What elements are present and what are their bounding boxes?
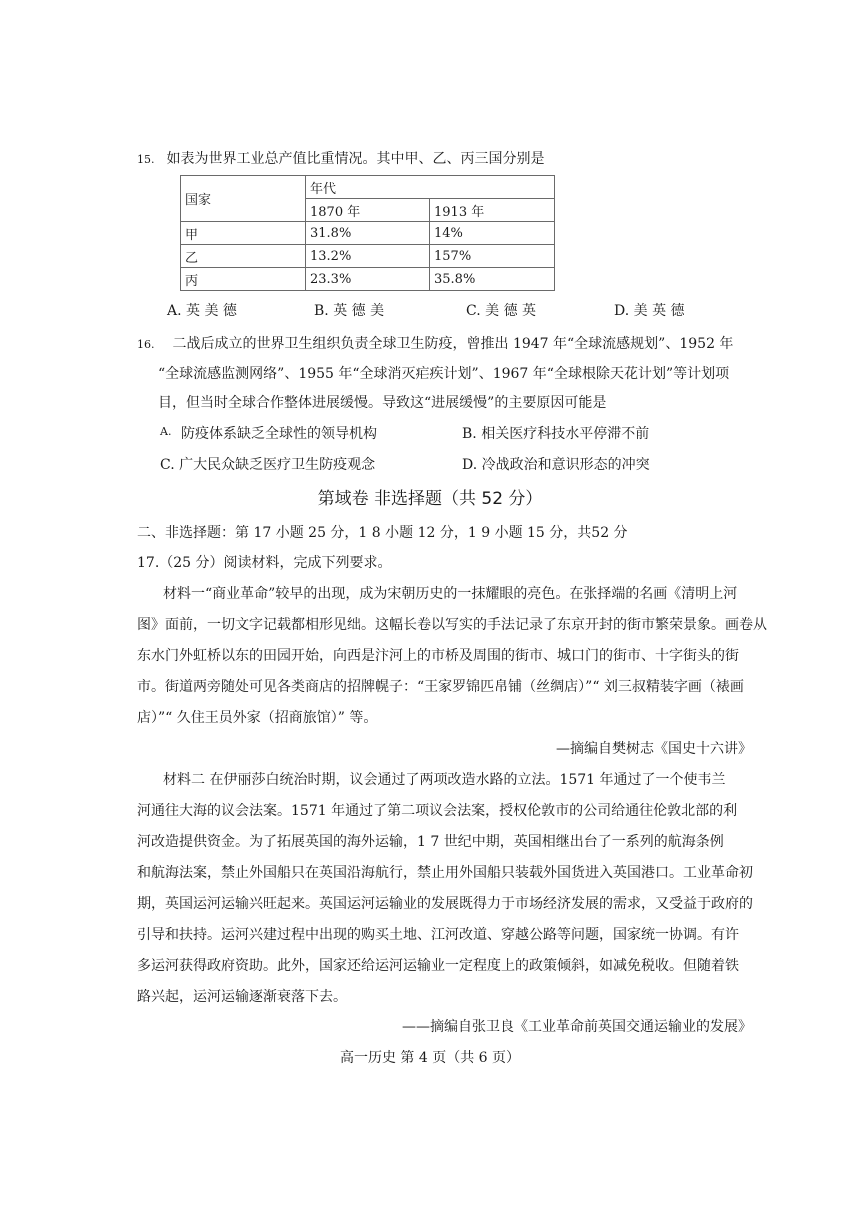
material-2-line: 期，英国运河运输兴旺起来。英国运河运输业的发展既得力于市场经济发展的需求，又受益于政府的 <box>137 896 753 912</box>
header-year: 年代 <box>306 176 555 199</box>
option-d[interactable]: D. 美 英 德 <box>614 303 685 319</box>
material-1-line: 图》面前，一切文字记载都相形见绌。这幅长卷以写实的手法记录了东京开封的街市繁荣景象。画卷从 <box>137 617 767 633</box>
header-1870: 1870 年 <box>306 199 430 222</box>
question-16-line-1: 16. 二战后成立的世界卫生组织负责全球卫生防疫，曾推出 1947 年“全球流感规划”、1952 年 <box>137 336 734 352</box>
material-2-line: 材料二 在伊丽莎白统治时期，议会通过了两项改造水路的立法。1571 年通过了一个使韦兰 <box>163 772 726 788</box>
material-2-line: 引导和扶持。运河兴建过程中出现的购买土地、江河改道、穿越公路等问题，国家统一协调。有许 <box>137 927 739 943</box>
material-1-line: 材料一“商业革命”较早的出现，成为宋朝历史的一抹耀眼的亮色。在张择端的名画《清明上河 <box>163 586 738 602</box>
section-title: 第域卷 非选择题（共 52 分） <box>317 489 543 509</box>
source-2: ——摘编自张卫良《工业革命前英国交通运输业的发展》 <box>402 1019 752 1035</box>
material-2-line: 河通往大海的议会法案。1571 年通过了第二项议会法案，授权伦敦市的公司给通往伦敦北部的利 <box>137 803 738 819</box>
option-a[interactable]: 防疫体系缺乏全球性的领导机构 <box>181 426 377 442</box>
table-row: 乙 13.2% 157% <box>181 245 555 268</box>
question-16-line-3: 目，但当时全球合作整体进展缓慢。导致这“进展缓慢”的主要原因可能是 <box>158 395 607 411</box>
question-16-line-2: “全球流感监测网络”、1955 年“全球消灭疟疾计划”、1967 年“全球根除天花计划”等计划项 <box>158 366 730 382</box>
page-footer: 高一历史 第 4 页（共 6 页） <box>339 1050 521 1066</box>
section-intro: 二、非选择题：第 17 小题 25 分，1 8 小题 12 分，1 9 小题 15 分，共52 分 <box>137 525 628 541</box>
industry-share-table <box>180 175 555 291</box>
option-c[interactable]: C. 美 德 英 <box>466 303 537 319</box>
material-1-line: 市。街道两旁随处可见各类商店的招牌幌子：“王家罗锦匹帛铺（丝绸店）”“ 刘三叔精装字画（裱画 <box>137 679 744 695</box>
material-1-line: 店）”“ 久住王员外家（招商旅馆）” 等。 <box>137 710 378 726</box>
option-c[interactable]: C. 广大民众缺乏医疗卫生防疫观念 <box>160 457 376 473</box>
option-d[interactable]: D. 冷战政治和意识形态的冲突 <box>462 457 650 473</box>
table-header-row <box>181 176 555 199</box>
material-2-line: 路兴起，运河运输逐渐衰落下去。 <box>137 989 347 1005</box>
option-a-letter: A. <box>160 425 172 438</box>
question-15-stem: 15. 如表为世界工业总产值比重情况。其中甲、乙、丙三国分别是 <box>137 151 545 167</box>
material-2-line: 多运河获得政府资助。此外，国家还给运河运输业一定程度上的政策倾斜，如减免税收。但随着铁 <box>137 958 739 974</box>
question-number: 15. <box>137 153 155 166</box>
question-17-stem: 17.（25 分）阅读材料，完成下列要求。 <box>137 555 392 571</box>
option-a[interactable]: A. 英 美 德 <box>167 303 237 319</box>
table-row: 丙 23.3% 35.8% <box>181 268 555 291</box>
table-row: 甲 31.8% 14% <box>181 222 555 245</box>
header-1913: 1913 年 <box>430 199 555 222</box>
source-1: —摘编自樊树志《国史十六讲》 <box>556 741 752 757</box>
material-1-line: 东水门外虹桥以东的田园开始，向西是汴河上的市桥及周围的街市、城口门的街市、十字街头的街 <box>137 648 739 664</box>
question-number: 16. <box>137 338 155 351</box>
material-2-line: 和航海法案，禁止外国船只在英国沿海航行，禁止用外国船只装载外国货进入英国港口。工业革命初 <box>137 865 753 881</box>
header-country: 国家 <box>181 176 306 222</box>
option-b[interactable]: B. 相关医疗科技水平停滞不前 <box>462 426 650 442</box>
material-2-line: 河改造提供资金。为了拓展英国的海外运输，1 7 世纪中期，英国相继出台了一系列的航海条例 <box>137 834 724 850</box>
option-b[interactable]: B. 英 德 美 <box>314 303 385 319</box>
